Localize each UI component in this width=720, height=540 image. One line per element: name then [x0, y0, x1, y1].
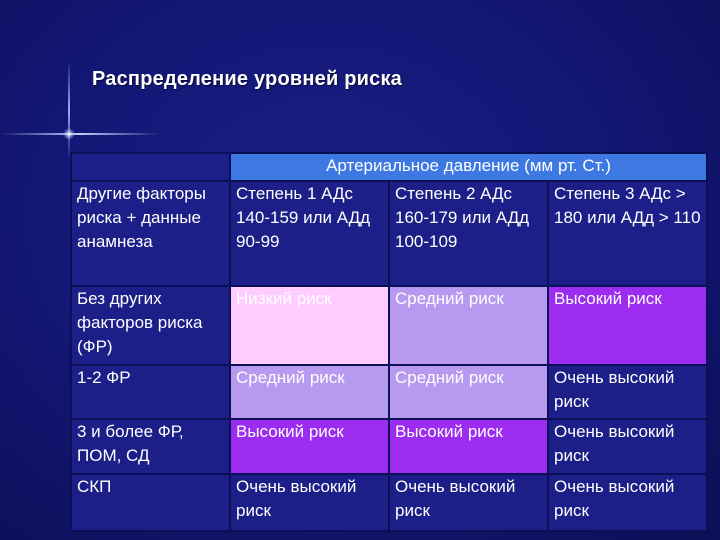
- slide-title: Распределение уровней риска: [92, 68, 402, 90]
- blood-pressure-header: Артериальное давление (мм рт. Ст.): [230, 153, 707, 181]
- risk-cell-very-high: Очень высокий риск: [548, 365, 707, 419]
- sparkle-icon: [63, 128, 75, 140]
- decorative-vertical-line: [68, 60, 70, 160]
- factor-cell: Без других факторов риска (ФР): [71, 286, 230, 365]
- column-header-row: [71, 181, 707, 286]
- risk-table: [70, 152, 708, 532]
- risk-cell-high: Высокий риск: [389, 419, 548, 474]
- table-row: [71, 419, 707, 474]
- decorative-horizontal-line: [0, 133, 160, 135]
- empty-corner-cell: [71, 153, 230, 181]
- risk-cell-medium: Средний риск: [389, 365, 548, 419]
- degree2-header-cell: Степень 2 АДс 160-179 или АДд 100-109: [389, 181, 548, 286]
- risk-cell-medium: Средний риск: [230, 365, 389, 419]
- table-header-row: [71, 153, 707, 181]
- table-row: [71, 474, 707, 531]
- factors-header-cell: Другие факторы риска + данные анамнеза: [71, 181, 230, 286]
- degree1-header-cell: Степень 1 АДс 140-159 или АДд 90-99: [230, 181, 389, 286]
- risk-cell-very-high: Очень высокий риск: [230, 474, 389, 531]
- table-row: [71, 365, 707, 419]
- degree3-header-cell: Степень 3 АДс > 180 или АДд > 110: [548, 181, 707, 286]
- risk-cell-low: Низкий риск: [230, 286, 389, 365]
- table-row: [71, 286, 707, 365]
- risk-cell-high: Высокий риск: [548, 286, 707, 365]
- risk-cell-high: Высокий риск: [230, 419, 389, 474]
- risk-cell-very-high: Очень высокий риск: [389, 474, 548, 531]
- factor-cell: 3 и более ФР, ПОМ, СД: [71, 419, 230, 474]
- factor-cell: 1-2 ФР: [71, 365, 230, 419]
- risk-cell-very-high: Очень высокий риск: [548, 419, 707, 474]
- factor-cell: СКП: [71, 474, 230, 531]
- risk-cell-very-high: Очень высокий риск: [548, 474, 707, 531]
- risk-cell-medium: Средний риск: [389, 286, 548, 365]
